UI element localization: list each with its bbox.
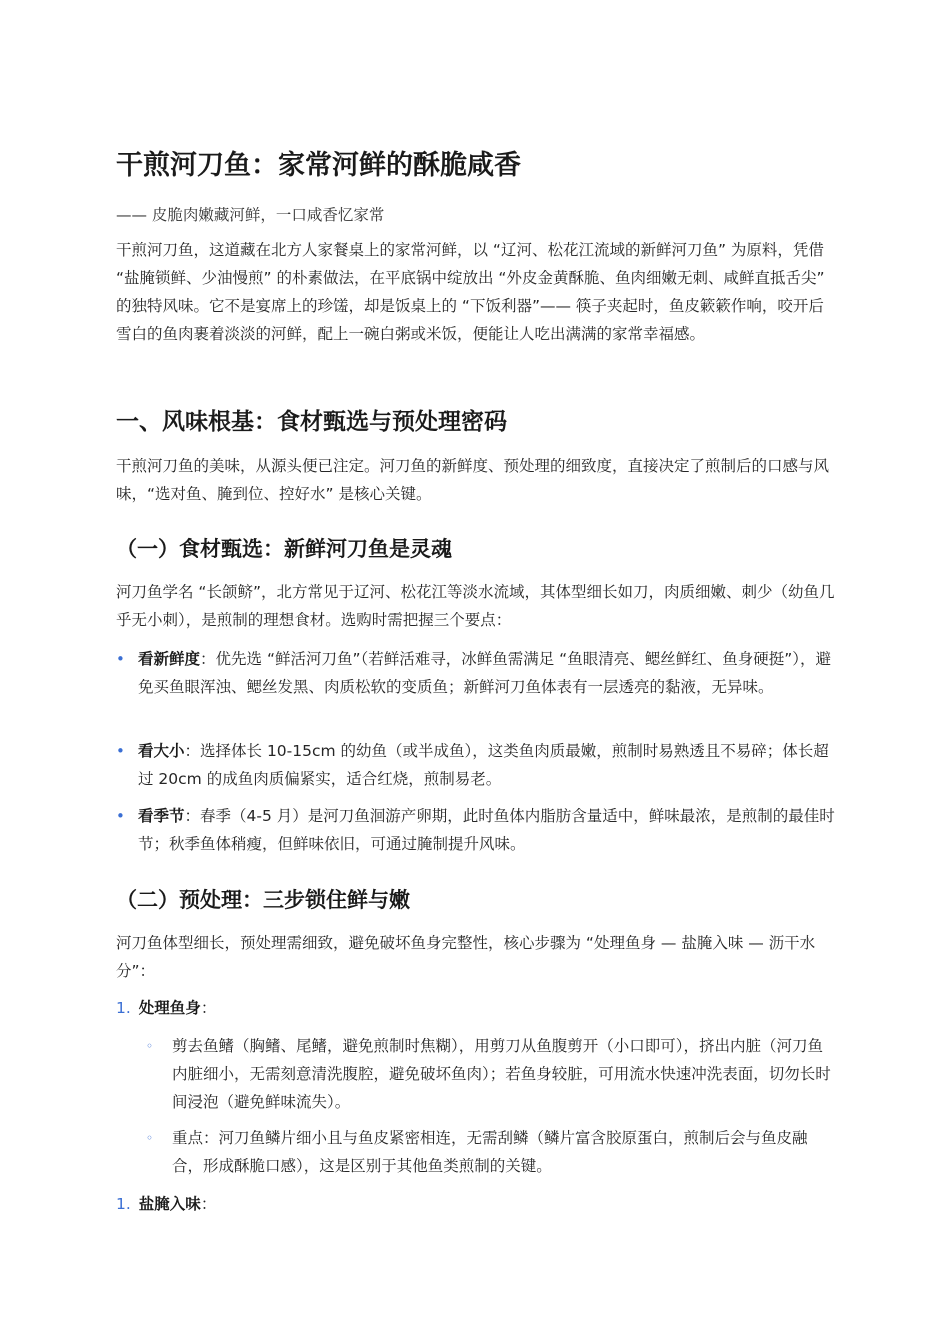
step-label: 盐腌入味 [138,1195,201,1213]
subtitle: —— 皮脆肉嫩藏河鲜，一口咸香忆家常 [116,206,385,224]
list-item [116,645,836,701]
hollow-circle-bullet-icon: ◦ [146,1039,154,1053]
step-number: 1. [116,1195,131,1213]
bullet-text: ：选择体长 10-15cm 的幼鱼（或半成鱼），这类鱼肉质最嫩，煎制时易熟透且不易碎；体长超过 20cm 的成鱼肉质偏紧实，适合红烧，煎制易老。 [138,742,829,788]
page-title: 干煎河刀鱼：家常河鲜的酥脆咸香 [116,150,521,181]
step-number: 1. [116,999,131,1017]
list-item [146,1124,836,1180]
subsection-heading-1: （一）食材甄选：新鲜河刀鱼是灵魂 [116,537,452,561]
step-colon: ： [200,1195,217,1213]
hollow-circle-bullet-icon: ◦ [146,1131,154,1145]
bullet-label: 看季节 [138,807,185,825]
intro-paragraph: 干煎河刀鱼，这道藏在北方人家餐桌上的家常河鲜，以 “辽河、松花江流域的新鲜河刀鱼” 为原料，凭借 “盐腌锁鲜、少油慢煎” 的朴素做法，在平底锅中绽放出 “外皮金黄酥脆、鱼肉细嫩无刺、咸鲜直抵舌尖” 的独特风味。它不是宴席上的珍馐，却是饭桌上的 “下饭利器”—— 筷子夹起时，鱼皮簌簌作响，咬开后雪白的鱼肉裹着淡淡的河鲜，配上一碗白粥或米饭，便能让人吃出满满的家常幸福感。 [116,241,825,343]
bullet-label: 看新鲜度 [138,650,201,668]
step-label: 处理鱼身 [138,999,201,1017]
numbered-step-2 [116,1190,216,1218]
list-item [116,802,836,858]
list-item [116,737,836,793]
bullet-dot-icon: • [116,742,125,760]
bullet-label: 看大小 [138,742,185,760]
sub-item-text: 剪去鱼鳍（胸鳍、尾鳍，避免煎制时焦糊），用剪刀从鱼腹剪开（小口即可），挤出内脏（河刀鱼内脏细小，无需刻意清洗腹腔，避免破坏鱼肉）；若鱼身较脏，可用流水快速冲洗表面，切勿长时间浸泡（避免鲜味流失）。 [172,1037,831,1111]
bullet-dot-icon: • [116,807,125,825]
subsection-2-paragraph: 河刀鱼体型细长，预处理需细致，避免破坏鱼身完整性，核心步骤为 “处理鱼身 — 盐腌入味 — 沥干水分”： [116,934,816,980]
bullet-text: ：春季（4-5 月）是河刀鱼洄游产卵期，此时鱼体内脂肪含量适中，鲜味最浓，是煎制的最佳时节；秋季鱼体稍瘦，但鲜味依旧，可通过腌制提升风味。 [138,807,835,853]
section-1-paragraph: 干煎河刀鱼的美味，从源头便已注定。河刀鱼的新鲜度、预处理的细致度，直接决定了煎制后的口感与风味，“选对鱼、腌到位、控好水” 是核心关键。 [116,457,830,503]
sub-item-text: 重点：河刀鱼鳞片细小且与鱼皮紧密相连，无需刮鳞（鳞片富含胶原蛋白，煎制后会与鱼皮融合，形成酥脆口感），这是区别于其他鱼类煎制的关键。 [172,1129,808,1175]
section-heading-1: 一、风味根基：食材甄选与预处理密码 [116,409,507,435]
step-colon: ： [200,999,217,1017]
bullet-text: ：优先选 “鲜活河刀鱼”（若鲜活难寻，冰鲜鱼需满足 “鱼眼清亮、鳃丝鲜红、鱼身硬挺”），避免买鱼眼浑浊、鳃丝发黑、肉质松软的变质鱼；新鲜河刀鱼体表有一层透亮的黏液，无异味。 [138,650,831,696]
bullet-dot-icon: • [116,650,125,668]
subsection-1-paragraph: 河刀鱼学名 “长颌鲚”，北方常见于辽河、松花江等淡水流域，其体型细长如刀，肉质细嫩、刺少（幼鱼几乎无小刺），是煎制的理想食材。选购时需把握三个要点： [116,583,835,629]
subsection-heading-2: （二）预处理：三步锁住鲜与嫩 [116,888,410,912]
numbered-step-1 [116,994,216,1022]
list-item [146,1032,836,1116]
